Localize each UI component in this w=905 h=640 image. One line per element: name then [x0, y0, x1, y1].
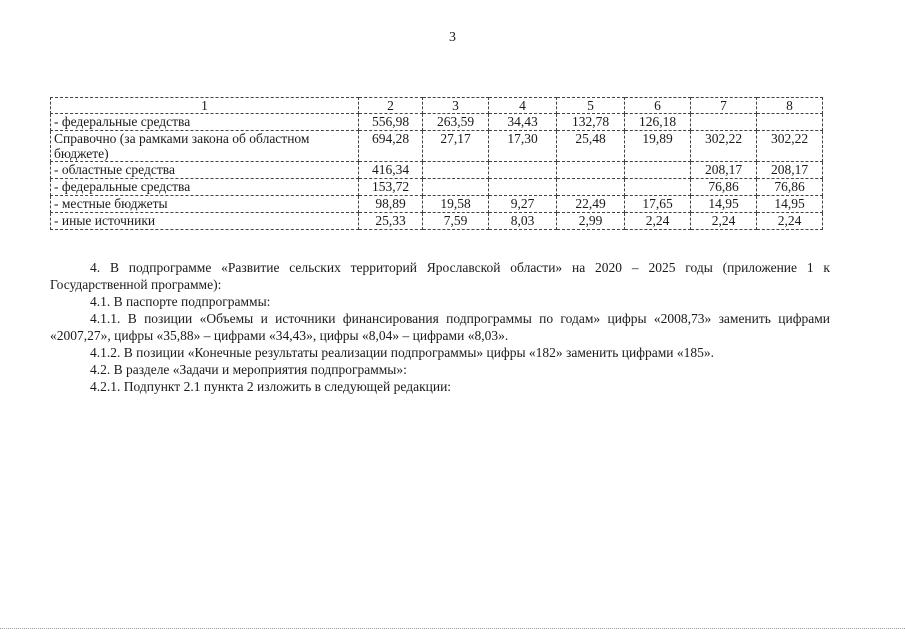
- table-cell: [423, 162, 489, 179]
- document-body: [50, 259, 830, 395]
- table-cell: 17,65: [625, 196, 691, 213]
- table-cell: 302,22: [757, 131, 823, 162]
- table-cell: 2,24: [757, 213, 823, 230]
- table-cell: 416,34: [359, 162, 423, 179]
- table-cell: [423, 179, 489, 196]
- table-row: [51, 114, 823, 131]
- table-row: [51, 179, 823, 196]
- column-header: 7: [691, 98, 757, 114]
- table-cell: 76,86: [757, 179, 823, 196]
- row-label: - областные средства: [51, 162, 359, 179]
- table-cell: 556,98: [359, 114, 423, 131]
- table-cell: [557, 162, 625, 179]
- table-cell: 208,17: [691, 162, 757, 179]
- table-cell: 25,33: [359, 213, 423, 230]
- column-header: 5: [557, 98, 625, 114]
- table-cell: 9,27: [489, 196, 557, 213]
- table-cell: 14,95: [757, 196, 823, 213]
- table-cell: 2,99: [557, 213, 625, 230]
- table-cell: 25,48: [557, 131, 625, 162]
- column-header: 8: [757, 98, 823, 114]
- table-cell: 14,95: [691, 196, 757, 213]
- paragraph: 4.1.2. В позиции «Конечные результаты реализации подпрограммы» цифры «182» заменить цифрами «185».: [90, 345, 714, 360]
- table-cell: [625, 162, 691, 179]
- row-label: - федеральные средства: [51, 114, 359, 131]
- row-label: - местные бюджеты: [51, 196, 359, 213]
- table-cell: 34,43: [489, 114, 557, 131]
- column-header: 3: [423, 98, 489, 114]
- table-cell: 27,17: [423, 131, 489, 162]
- column-header: 2: [359, 98, 423, 114]
- table-cell: 263,59: [423, 114, 489, 131]
- funding-table: [50, 97, 823, 230]
- table-cell: 98,89: [359, 196, 423, 213]
- table-cell: 76,86: [691, 179, 757, 196]
- table-cell: [757, 114, 823, 131]
- table-cell: 126,18: [625, 114, 691, 131]
- page-number: 3: [449, 30, 456, 45]
- table-header-row: [51, 98, 823, 114]
- table-row: [51, 131, 823, 162]
- table-row: [51, 162, 823, 179]
- row-label: - иные источники: [51, 213, 359, 230]
- table-cell: 2,24: [625, 213, 691, 230]
- table-cell: 694,28: [359, 131, 423, 162]
- table-cell: 17,30: [489, 131, 557, 162]
- table-cell: 302,22: [691, 131, 757, 162]
- column-header: 4: [489, 98, 557, 114]
- row-label: - федеральные средства: [51, 179, 359, 196]
- table-cell: 153,72: [359, 179, 423, 196]
- paragraph: 4.1. В паспорте подпрограммы:: [90, 294, 271, 309]
- paragraph: 4.1.1. В позиции «Объемы и источники финансирования подпрограммы по годам» цифры «2008,73» заменить цифрами «2007,27», цифры «35,88» – цифрами «34,43», цифры «8,04» – цифрами «8,03».: [50, 311, 830, 343]
- scan-edge-divider: [0, 628, 905, 629]
- table-cell: 132,78: [557, 114, 625, 131]
- table-cell: 7,59: [423, 213, 489, 230]
- column-header: 1: [51, 98, 359, 114]
- row-label: Справочно (за рамками закона об областном бюджете): [51, 131, 359, 162]
- table-cell: 19,58: [423, 196, 489, 213]
- table-cell: 208,17: [757, 162, 823, 179]
- table-cell: 19,89: [625, 131, 691, 162]
- table-cell: [625, 179, 691, 196]
- paragraph: 4.2.1. Подпункт 2.1 пункта 2 изложить в следующей редакции:: [90, 379, 452, 394]
- paragraph: 4. В подпрограмме «Развитие сельских территорий Ярославской области» на 2020 – 2025 годы (приложение 1 к Государственной программе):: [50, 260, 830, 292]
- table-cell: [489, 179, 557, 196]
- table-row: [51, 213, 823, 230]
- paragraph: 4.2. В разделе «Задачи и мероприятия подпрограммы»:: [90, 362, 407, 377]
- table-cell: [691, 114, 757, 131]
- column-header: 6: [625, 98, 691, 114]
- table-cell: [557, 179, 625, 196]
- table-cell: 22,49: [557, 196, 625, 213]
- table-row: [51, 196, 823, 213]
- table-cell: [489, 162, 557, 179]
- table-cell: 2,24: [691, 213, 757, 230]
- table-cell: 8,03: [489, 213, 557, 230]
